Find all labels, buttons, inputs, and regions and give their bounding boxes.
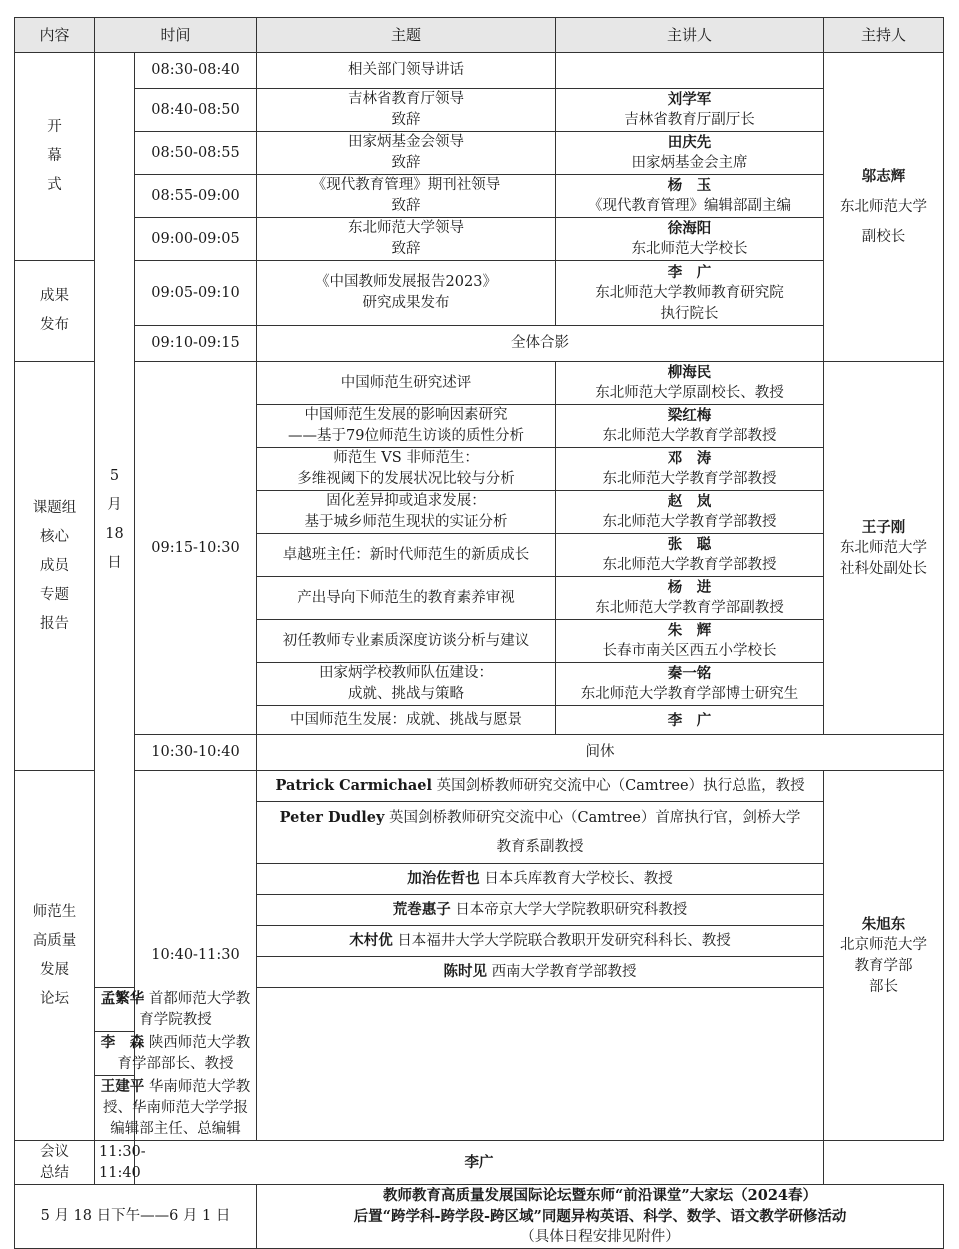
topic-cell: 东北师范大学领导 致辞: [257, 218, 556, 261]
speaker-cell: 刘学军 吉林省教育厅副厅长: [556, 89, 824, 132]
schedule-table: [14, 17, 944, 1249]
table-row: [15, 988, 944, 1032]
forum-speaker: Peter Dudley 英国剑桥教师研究交流中心（Camtree）首席执行官，剑桥大学 教育系副教授: [257, 802, 824, 864]
speaker-cell: 张 聪 东北师范大学教育学部教授: [556, 534, 824, 577]
section-summary: 会议 总结: [15, 1141, 95, 1185]
forum-speaker: 孟繁华 首都师范大学教育学院教授: [95, 988, 257, 1032]
header-topic: 主题: [257, 18, 556, 53]
speaker-cell: 徐海阳 东北师范大学校长: [556, 218, 824, 261]
table-row: [15, 1141, 944, 1185]
table-row: [15, 218, 944, 261]
speaker-cell: [556, 53, 824, 89]
section-forum: 师范生 高质量 发展 论坛: [15, 771, 95, 1141]
speaker-cell: 杨 玉 《现代教育管理》编辑部副主编: [556, 175, 824, 218]
forum-speaker: 荒巻惠子 日本帝京大学大学院教职研究科教授: [257, 895, 824, 926]
topic-cell: 全体合影: [257, 326, 824, 362]
section-opening: 开 幕 式: [15, 53, 95, 261]
topic-cell: 田家炳基金会领导 致辞: [257, 132, 556, 175]
topic-cell: 卓越班主任：新时代师范生的新质成长: [257, 534, 556, 577]
header-host: 主持人: [824, 18, 944, 53]
time-cell: 09:00-09:05: [135, 218, 257, 261]
topic-cell: 初任教师专业素质深度访谈分析与建议: [257, 620, 556, 663]
speaker-cell: 朱 辉 长春市南关区西五小学校长: [556, 620, 824, 663]
time-cell: 09:10-09:15: [135, 326, 257, 362]
speaker-cell: 梁红梅 东北师范大学教育学部教授: [556, 405, 824, 448]
table-row: [15, 89, 944, 132]
table-row: [15, 326, 944, 362]
time-cell: 11:30-11:40: [95, 1141, 135, 1185]
time-cell: 08:30-08:40: [135, 53, 257, 89]
table-row: [15, 735, 944, 771]
topic-cell: 师范生 VS 非师范生： 多维视阈下的发展状况比较与分析: [257, 448, 556, 491]
topic-cell: 《现代教育管理》期刊社领导 致辞: [257, 175, 556, 218]
time-cell: 10:30-10:40: [135, 735, 257, 771]
table-row: [15, 261, 944, 326]
topic-cell: 产出导向下师范生的教育素养审视: [257, 577, 556, 620]
speaker-cell: 杨 进 东北师范大学教育学部副教授: [556, 577, 824, 620]
host-cell-2: 王子刚 东北师范大学 社科处副处长: [824, 362, 944, 735]
table-row: [15, 362, 944, 405]
topic-cell: 固化差异抑或追求发展： 基于城乡师范生现状的实证分析: [257, 491, 556, 534]
table-row: [15, 1032, 944, 1076]
time-cell: 10:40-11:30: [135, 771, 257, 1141]
time-cell: 08:50-08:55: [135, 132, 257, 175]
speaker-cell: 邓 涛 东北师范大学教育学部教授: [556, 448, 824, 491]
header-time: 时间: [95, 18, 257, 53]
speaker-cell: 田庆先 田家炳基金会主席: [556, 132, 824, 175]
header-speaker: 主讲人: [556, 18, 824, 53]
time-cell: 09:05-09:10: [135, 261, 257, 326]
forum-speaker: 李 森 陕西师范大学教育学部部长、教授: [95, 1032, 257, 1076]
host-cell-3: 朱旭东 北京师范大学 教育学部 部长: [824, 771, 944, 1141]
table-row: [15, 771, 944, 802]
forum-speaker: Patrick Carmichael 英国剑桥教师研究交流中心（Camtree）执行总监，教授: [257, 771, 824, 802]
topic-cell: 中国师范生研究述评: [257, 362, 556, 405]
time-cell: 09:15-10:30: [135, 362, 257, 735]
speaker-cell: 李 广 东北师范大学教师教育研究院 执行院长: [556, 261, 824, 326]
header-section: 内容: [15, 18, 95, 53]
forum-speaker: 加治佐哲也 日本兵库教育大学校长、教授: [257, 864, 824, 895]
time-cell: 08:40-08:50: [135, 89, 257, 132]
topic-cell: 中国师范生发展的影响因素研究 ——基于79位师范生访谈的质性分析: [257, 405, 556, 448]
table-row: [15, 1076, 944, 1141]
topic-cell: 吉林省教育厅领导 致辞: [257, 89, 556, 132]
footer-date: 5 月 18 日下午——6 月 1 日: [15, 1185, 257, 1249]
topic-cell: 田家炳学校教师队伍建设： 成就、挑战与策略: [257, 663, 556, 706]
time-cell: 08:55-09:00: [135, 175, 257, 218]
header-row: [15, 18, 944, 53]
forum-speaker: 木村优 日本福井大学大学院联合教职开发研究科科长、教授: [257, 926, 824, 957]
table-row: [15, 1185, 944, 1249]
table-row: [15, 175, 944, 218]
table-row: [15, 132, 944, 175]
topic-cell: 相关部门领导讲话: [257, 53, 556, 89]
forum-speaker: 陈时见 西南大学教育学部教授: [257, 957, 824, 988]
section-results: 成果 发布: [15, 261, 95, 362]
break-cell: 间休: [257, 735, 944, 771]
host-cell-1: 邬志辉 东北师范大学 副校长: [824, 53, 944, 362]
footer-note: 教师教育高质量发展国际论坛暨东师“前沿课堂”大家坛（2024春） 后置“跨学科-跨学段-跨区域”同题异构英语、科学、数学、语文教学研修活动 （具体日程安排见附件）: [257, 1185, 944, 1249]
forum-speaker: 王建平 华南师范大学教授、华南师范大学学报编辑部主任、总编辑: [95, 1076, 257, 1141]
summary-speaker: 李广: [135, 1141, 824, 1185]
date-cell: 5 月 18 日: [95, 53, 135, 988]
speaker-cell: 柳海民 东北师范大学原副校长、教授: [556, 362, 824, 405]
speaker-cell: 赵 岚 东北师范大学教育学部教授: [556, 491, 824, 534]
speaker-cell: 李 广: [556, 706, 824, 735]
speaker-cell: 秦一铭 东北师范大学教育学部博士研究生: [556, 663, 824, 706]
topic-cell: 《中国教师发展报告2023》 研究成果发布: [257, 261, 556, 326]
topic-cell: 中国师范生发展：成就、挑战与愿景: [257, 706, 556, 735]
section-group: 课题组 核心 成员 专题 报告: [15, 362, 95, 771]
table-row: [15, 53, 944, 89]
